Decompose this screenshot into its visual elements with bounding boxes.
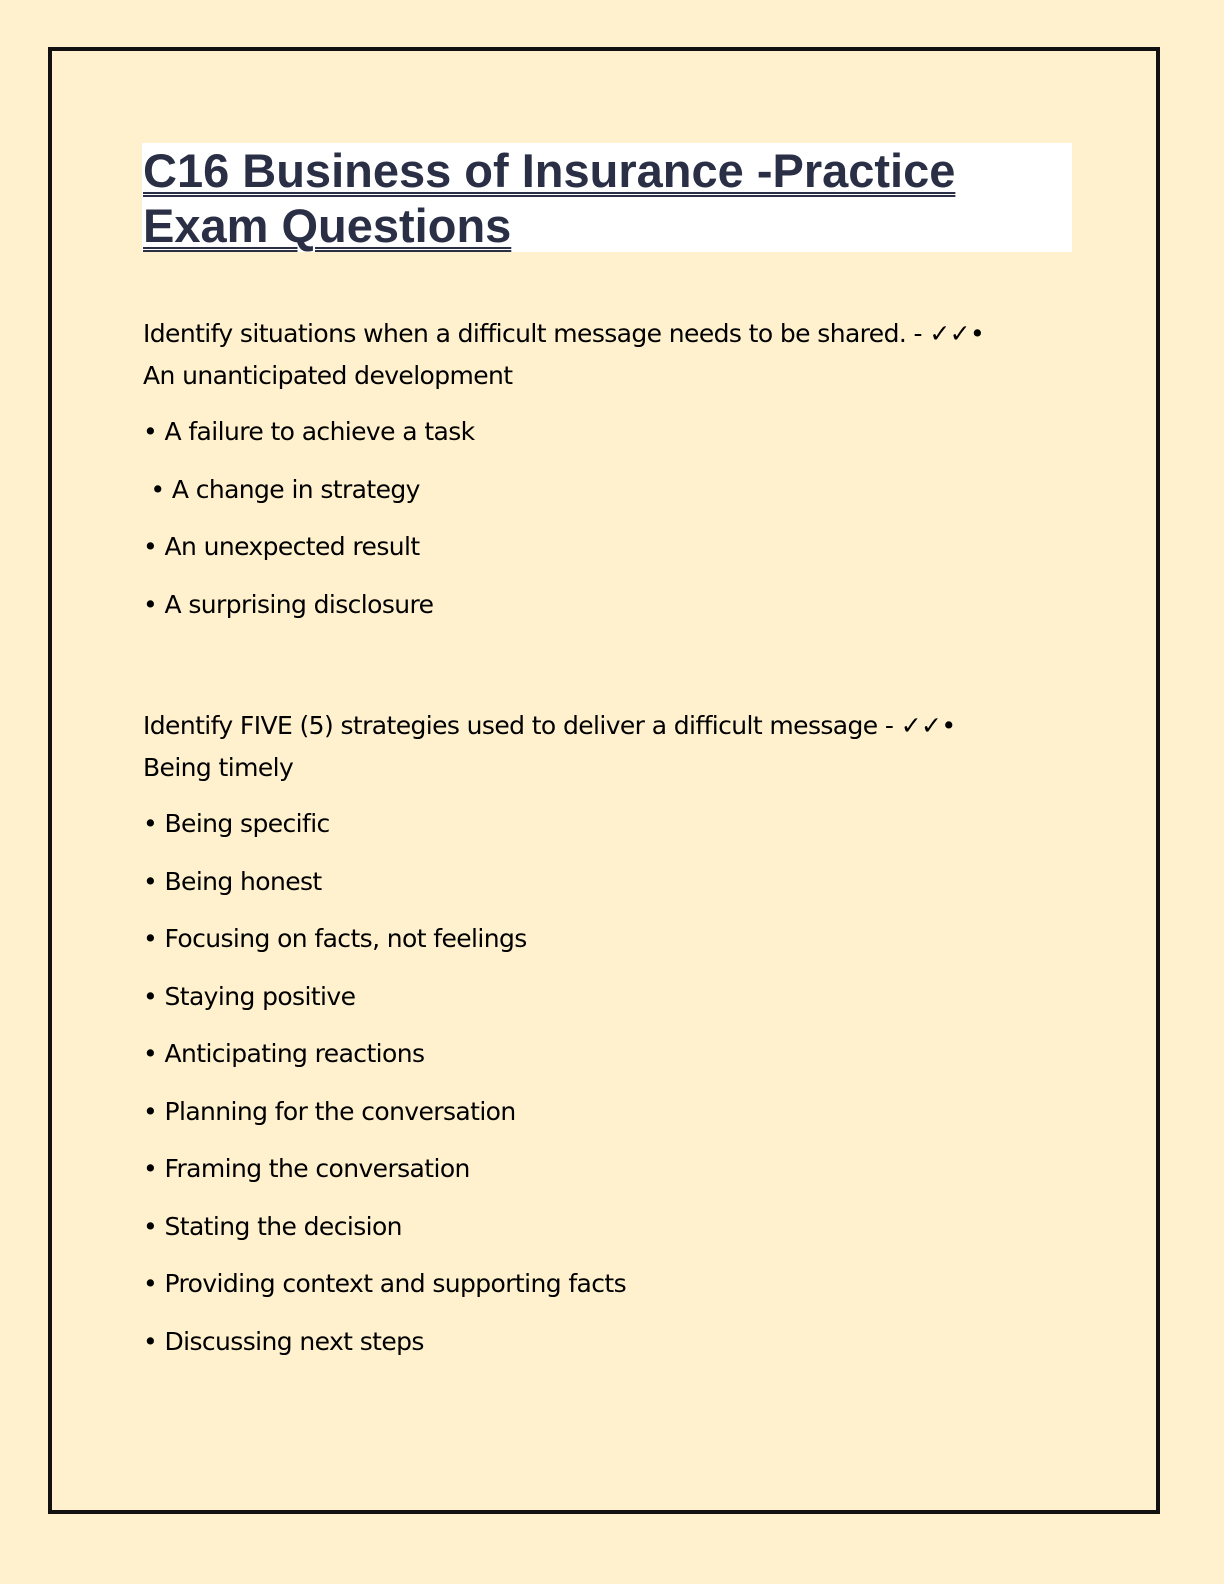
answer-item: • Staying positive bbox=[143, 981, 356, 1011]
question-2-answer-list bbox=[143, 804, 626, 1379]
answer-item: • Planning for the conversation bbox=[143, 1096, 516, 1126]
question-2-prompt: Identify FIVE (5) strategies used to deliver a difficult message - ✓✓• bbox=[143, 711, 956, 740]
question-1 bbox=[143, 313, 1073, 397]
answer-item: • A failure to achieve a task bbox=[143, 417, 475, 446]
answer-item: • Discussing next steps bbox=[143, 1326, 424, 1356]
answer-item: • Being honest bbox=[143, 866, 322, 896]
answer-item: • Framing the conversation bbox=[143, 1154, 470, 1183]
answer-item: • An unexpected result bbox=[143, 532, 420, 561]
question-1-prompt: Identify situations when a difficult message needs to be shared. - ✓✓• bbox=[143, 319, 985, 348]
answer-item: • A change in strategy bbox=[143, 474, 420, 504]
question-1-answer-list bbox=[143, 412, 475, 642]
answer-item: • Stating the decision bbox=[143, 1211, 402, 1241]
answer-item: • Providing context and supporting facts bbox=[143, 1269, 627, 1298]
question-2 bbox=[143, 705, 1073, 789]
question-1-first-answer: An unanticipated development bbox=[143, 361, 513, 390]
answer-item: • Focusing on facts, not feelings bbox=[143, 924, 527, 953]
question-2-first-answer: Being timely bbox=[143, 753, 294, 782]
answer-item: • Being specific bbox=[143, 809, 330, 838]
answer-item: • Anticipating reactions bbox=[143, 1039, 425, 1068]
answer-item: • A surprising disclosure bbox=[143, 589, 434, 619]
document-title: C16 Business of Insurance -Practice Exam Questions bbox=[143, 144, 956, 252]
